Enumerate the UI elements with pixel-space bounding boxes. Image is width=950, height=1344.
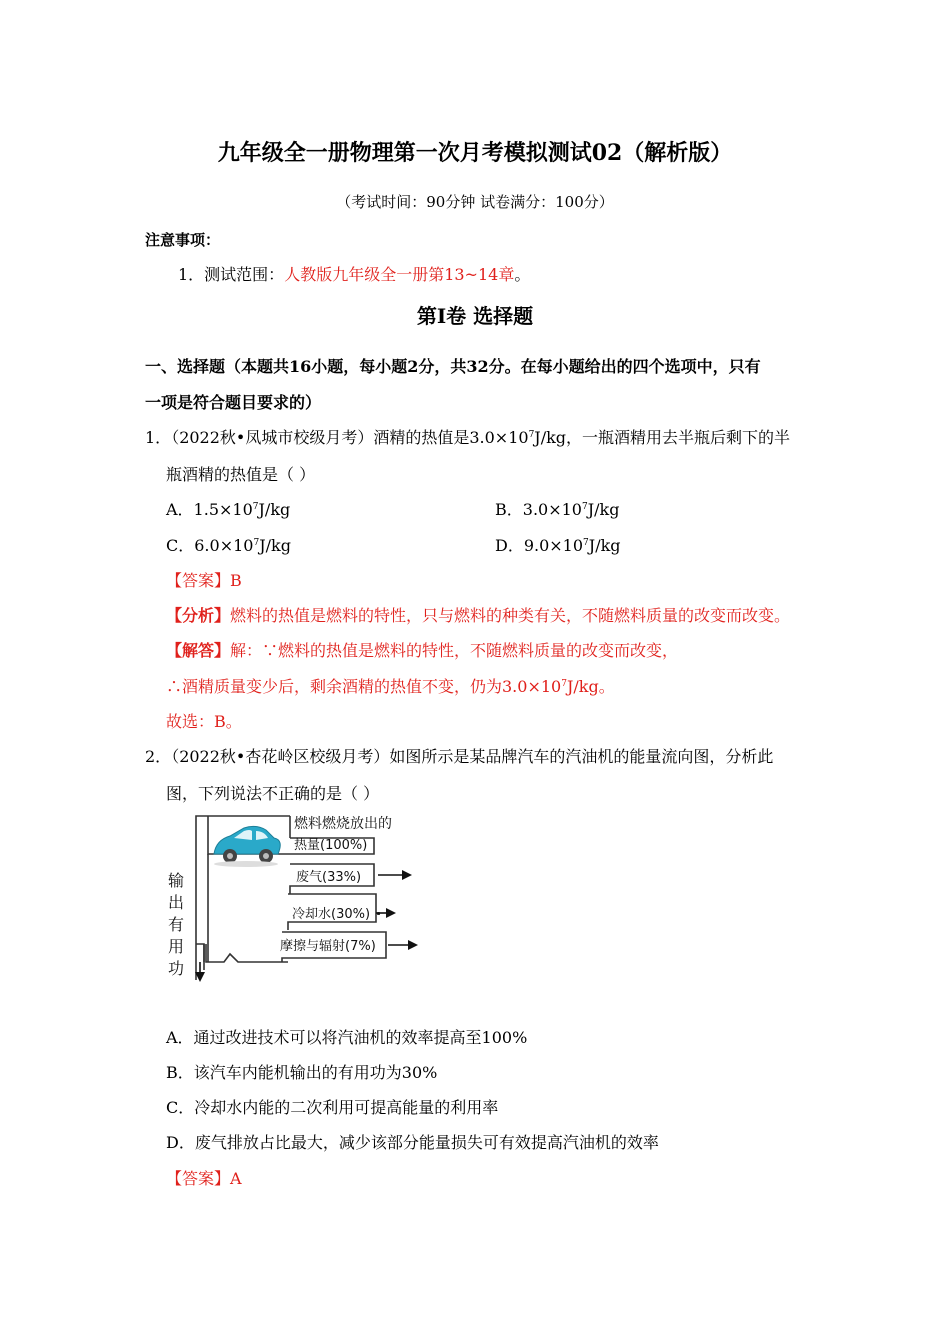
notice-item-1	[178, 262, 530, 285]
option-b-unit: J/kg	[587, 500, 620, 519]
answer-value: B	[230, 571, 242, 590]
question-1-analysis	[166, 603, 790, 626]
question-1-solution-line-2	[166, 674, 615, 697]
exam-info: （考试时间：90分钟 试卷满分：100分）	[336, 193, 614, 211]
question-1-number: 1．	[145, 428, 172, 447]
question-1-solution	[166, 638, 678, 661]
test-scope: 人教版九年级全一册第13~14章	[284, 265, 515, 284]
label-useful-work-char-3: 有	[168, 915, 185, 934]
section-instruction-line-1: 一、选择题（本题共16小题，每小题2分，共32分。在每小题给出的四个选项中，只有	[145, 357, 761, 376]
question-2-number: 2．	[145, 747, 172, 766]
option-a-unit: J/kg	[258, 500, 291, 519]
question-1-option-c[interactable]	[166, 533, 291, 556]
label-fuel-heat-1: 燃料燃烧放出的	[294, 816, 392, 832]
question-1-option-d[interactable]	[495, 533, 621, 556]
answer-tag: 【答案】	[166, 571, 231, 590]
option-c-label: C．6.0×10	[166, 536, 254, 555]
label-useful-work-char-1: 输	[168, 871, 185, 890]
car-icon	[214, 826, 280, 867]
option-d-label: D．9.0×10	[495, 536, 584, 555]
analysis-tag: 【分析】	[166, 606, 231, 625]
page-title: 九年级全一册物理第一次月考模拟测试02（解析版）	[217, 140, 733, 166]
section-title: 第Ⅰ卷 选择题	[416, 304, 534, 328]
solution-line-1: 解：∵燃料的热值是燃料的特性，不随燃料质量的改变而改变，	[230, 641, 679, 660]
option-a-exponent: 7	[252, 502, 259, 512]
label-cooling-water: 冷却水(30%)	[292, 907, 371, 922]
option-b-label: B．3.0×10	[495, 500, 582, 519]
energy-flow-diagram	[164, 812, 424, 984]
notice-heading: 注意事项：	[145, 231, 221, 249]
option-d-unit: J/kg	[588, 536, 621, 555]
label-useful-work-char-4: 用	[168, 937, 185, 956]
label-fuel-heat-2: 热量(100%)	[294, 838, 368, 853]
solution-line-2-text-b: J/kg。	[566, 677, 615, 696]
analysis-text: 燃料的热值是燃料的特性，只与燃料的种类有关，不随燃料质量的改变而改变。	[230, 606, 791, 625]
question-1-stem-text-b: J/kg，一瓶酒精用去半瓶后剩下的半	[534, 428, 791, 447]
option-c-unit: J/kg	[259, 536, 291, 555]
question-1-option-b[interactable]	[495, 497, 619, 520]
notice-item-1-prefix: 1．测试范围：	[178, 265, 285, 284]
question-1-stem-line-2: 瓶酒精的热值是（ ）	[166, 465, 316, 484]
label-useful-work-char-5: 功	[168, 959, 185, 978]
question-1-stem	[145, 425, 790, 448]
question-2-stem-text: （2022秋•杏花岭区校级月考）如图所示是某品牌汽车的汽油机的能量流向图，分析此	[171, 747, 774, 766]
option-d-exponent: 7	[583, 538, 589, 548]
label-waste-gas: 废气(33%)	[296, 870, 362, 885]
solution-line-2-text-a: ∴酒精质量变少后，剩余酒精的热值不变，仍为3.0×10	[166, 677, 562, 696]
option-b-exponent: 7	[581, 502, 588, 512]
notice-item-1-suffix: 。	[514, 265, 531, 284]
question-1-stem-exponent: 7	[528, 430, 535, 440]
question-2-answer	[166, 1166, 242, 1189]
question-2-option-b[interactable]: B．该汽车内能机输出的有用功为30%	[166, 1063, 438, 1082]
question-2-stem	[145, 744, 773, 767]
solution-line-2-exponent: 7	[561, 679, 567, 689]
question-1-choose: 故选：B。	[166, 712, 242, 731]
label-friction-radiation: 摩擦与辐射(7%)	[280, 939, 376, 954]
question-1-answer	[166, 568, 242, 591]
question-2-option-c[interactable]: C．冷却水内能的二次利用可提高能量的利用率	[166, 1098, 499, 1117]
answer-value: A	[230, 1169, 242, 1188]
option-c-exponent: 7	[253, 538, 260, 548]
option-a-label: A．1.5×10	[166, 500, 253, 519]
question-2-option-a[interactable]: A．通过改进技术可以将汽油机的效率提高至100%	[166, 1028, 528, 1047]
question-1-option-a[interactable]	[166, 497, 290, 520]
question-2-stem-line-2: 图，下列说法不正确的是（ ）	[166, 784, 380, 803]
question-2-option-d[interactable]: D．废气排放占比最大，减少该部分能量损失可有效提高汽油机的效率	[166, 1133, 659, 1152]
section-instruction-line-2: 一项是符合题目要求的）	[145, 393, 322, 412]
question-1-stem-text-a: （2022秋•凤城市校级月考）酒精的热值是3.0×10	[171, 428, 529, 447]
answer-tag: 【答案】	[166, 1169, 231, 1188]
solution-tag: 【解答】	[166, 641, 231, 660]
label-useful-work-char-2: 出	[168, 893, 185, 912]
